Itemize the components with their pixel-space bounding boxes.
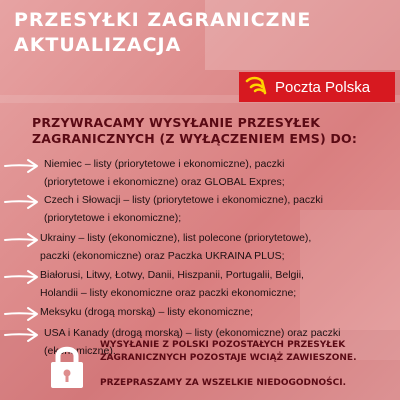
title-line: PRZESYŁKI ZAGRANICZNE xyxy=(14,9,312,31)
logo-text: Poczta Polska xyxy=(275,78,371,96)
list-item-line: Holandii – listy ekonomiczne oraz paczki ekonomiczne; xyxy=(40,287,297,299)
heading-line: ZAGRANICZNYCH (Z WYŁĄCZENIEM EMS) DO: xyxy=(32,131,358,146)
arrow-right-icon xyxy=(4,193,40,211)
list-item-line: Niemiec – listy (priorytetowe i ekonomiczne), paczki xyxy=(44,158,285,170)
list-item-text xyxy=(40,229,396,265)
list-item-line: Czech i Słowacji – listy (priorytetowe i ekonomiczne), paczki xyxy=(44,194,323,206)
arrow-right-icon xyxy=(4,268,40,286)
section-heading xyxy=(32,115,394,147)
footer-line: ZAGRANICZNYCH POZOSTAJE WCIĄŻ ZAWIESZONE. xyxy=(100,352,357,363)
list-item-text xyxy=(40,266,396,302)
list-item-line: paczki (ekonomiczne) oraz Paczka UKRAINA PLUS; xyxy=(40,250,285,262)
title-line: AKTUALIZACJA xyxy=(14,34,182,56)
arrow-right-icon xyxy=(4,157,40,175)
arrow-right-icon xyxy=(4,305,40,323)
post-horn-icon xyxy=(239,72,273,102)
arrow-right-icon xyxy=(4,326,40,344)
list-item-text xyxy=(44,155,400,191)
footer-line: WYSYŁANIE Z POLSKI POZOSTAŁYCH PRZESYŁEK xyxy=(100,340,346,350)
list-item-line: Białorusi, Litwy, Łotwy, Danii, Hiszpanii, Portugalii, Belgii, xyxy=(40,269,304,281)
list-item-line: Ukrainy – listy (ekonomiczne), list polecone (priorytetowe), xyxy=(40,232,312,244)
footer-notice xyxy=(100,339,396,390)
footer-apology: PRZEPRASZAMY ZA WSZELKIE NIEDOGODNOŚCI. xyxy=(100,378,347,388)
list-item-line: (priorytetowe i ekonomiczne); xyxy=(44,212,182,224)
list-item-line: (priorytetowe i ekonomiczne) oraz GLOBAL Expres; xyxy=(44,176,285,188)
poczta-polska-logo xyxy=(239,72,395,102)
arrow-right-icon xyxy=(4,231,40,249)
list-item-line: Meksyku (drogą morską) – listy ekonomiczne; xyxy=(40,306,253,318)
list-item-line: USA i Kanady (drogą morską) – listy (ekonomiczne) oraz paczki xyxy=(44,327,341,339)
list-item-text xyxy=(44,191,400,227)
list-item-line: (ekonomiczne). xyxy=(44,345,116,357)
list-item-text xyxy=(40,303,396,321)
padlock-icon xyxy=(49,343,85,389)
page-title xyxy=(14,8,314,58)
heading-line: PRZYWRACAMY WYSYŁANIE PRZESYŁEK xyxy=(32,115,321,130)
